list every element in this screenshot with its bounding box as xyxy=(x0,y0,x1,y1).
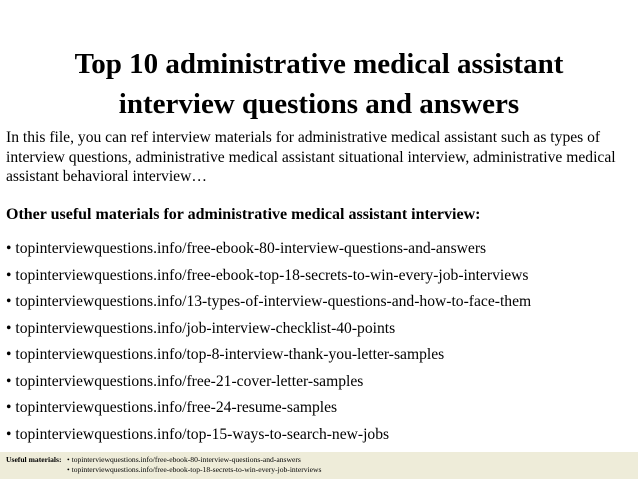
bullet: • xyxy=(6,319,12,337)
bullet: • xyxy=(67,455,70,464)
list-item[interactable] xyxy=(6,318,636,345)
footer-links xyxy=(67,455,321,474)
bullet: • xyxy=(6,372,12,390)
list-item[interactable] xyxy=(6,344,636,371)
bullet: • xyxy=(67,464,70,474)
footer-label: Useful materials: xyxy=(6,455,62,464)
slide-title xyxy=(20,44,618,124)
footer-link-text[interactable]: topinterviewquestions.info/free-ebook-80-interview-questions-and-answers xyxy=(71,455,301,464)
bullet: • xyxy=(6,399,12,416)
link-text[interactable]: topinterviewquestions.info/top-15-ways-to-search-new-jobs xyxy=(15,425,390,443)
list-item[interactable] xyxy=(6,238,636,265)
bullet: • xyxy=(6,266,12,284)
link-text[interactable]: topinterviewquestions.info/free-24-resume-samples xyxy=(15,399,338,416)
materials-list xyxy=(6,238,636,450)
materials-heading: Other useful materials for administrative medical assistant interview: xyxy=(6,206,481,223)
list-item[interactable] xyxy=(6,371,636,398)
link-text[interactable]: topinterviewquestions.info/top-8-interview-thank-you-letter-samples xyxy=(15,346,445,363)
bullet: • xyxy=(6,293,12,310)
bullet: • xyxy=(6,240,12,257)
list-item[interactable] xyxy=(6,291,636,318)
bullet: • xyxy=(6,346,12,363)
link-text[interactable]: topinterviewquestions.info/job-interview-checklist-40-points xyxy=(15,319,396,337)
footer-link[interactable] xyxy=(67,455,321,465)
footer-link[interactable] xyxy=(67,465,321,475)
bullet: • xyxy=(6,425,12,443)
title-line-2: interview questions and answers xyxy=(118,88,520,120)
link-text[interactable]: topinterviewquestions.info/free-21-cover-letter-samples xyxy=(15,372,364,390)
link-text[interactable]: topinterviewquestions.info/13-types-of-interview-questions-and-how-to-face-them xyxy=(15,293,532,310)
link-text[interactable]: topinterviewquestions.info/free-ebook-top-18-secrets-to-win-every-job-interviews xyxy=(15,266,529,284)
list-item[interactable] xyxy=(6,265,636,292)
link-text[interactable]: topinterviewquestions.info/free-ebook-80-interview-questions-and-answers xyxy=(15,240,487,257)
title-line-1: Top 10 administrative medical assistant xyxy=(74,48,564,80)
list-item[interactable] xyxy=(6,424,636,451)
intro-paragraph: In this file, you can ref interview materials for administrative medical assistant such as types of interview questions, administrative medical assistant situational interview, administrative medical assistant behavioral interview… xyxy=(6,129,616,185)
footer-label-text: Useful materials xyxy=(6,455,59,464)
footer-link-text[interactable]: topinterviewquestions.info/free-ebook-top-18-secrets-to-win-every-job-interviews xyxy=(71,464,322,474)
footer-bar xyxy=(0,452,638,479)
list-item[interactable] xyxy=(6,397,636,424)
